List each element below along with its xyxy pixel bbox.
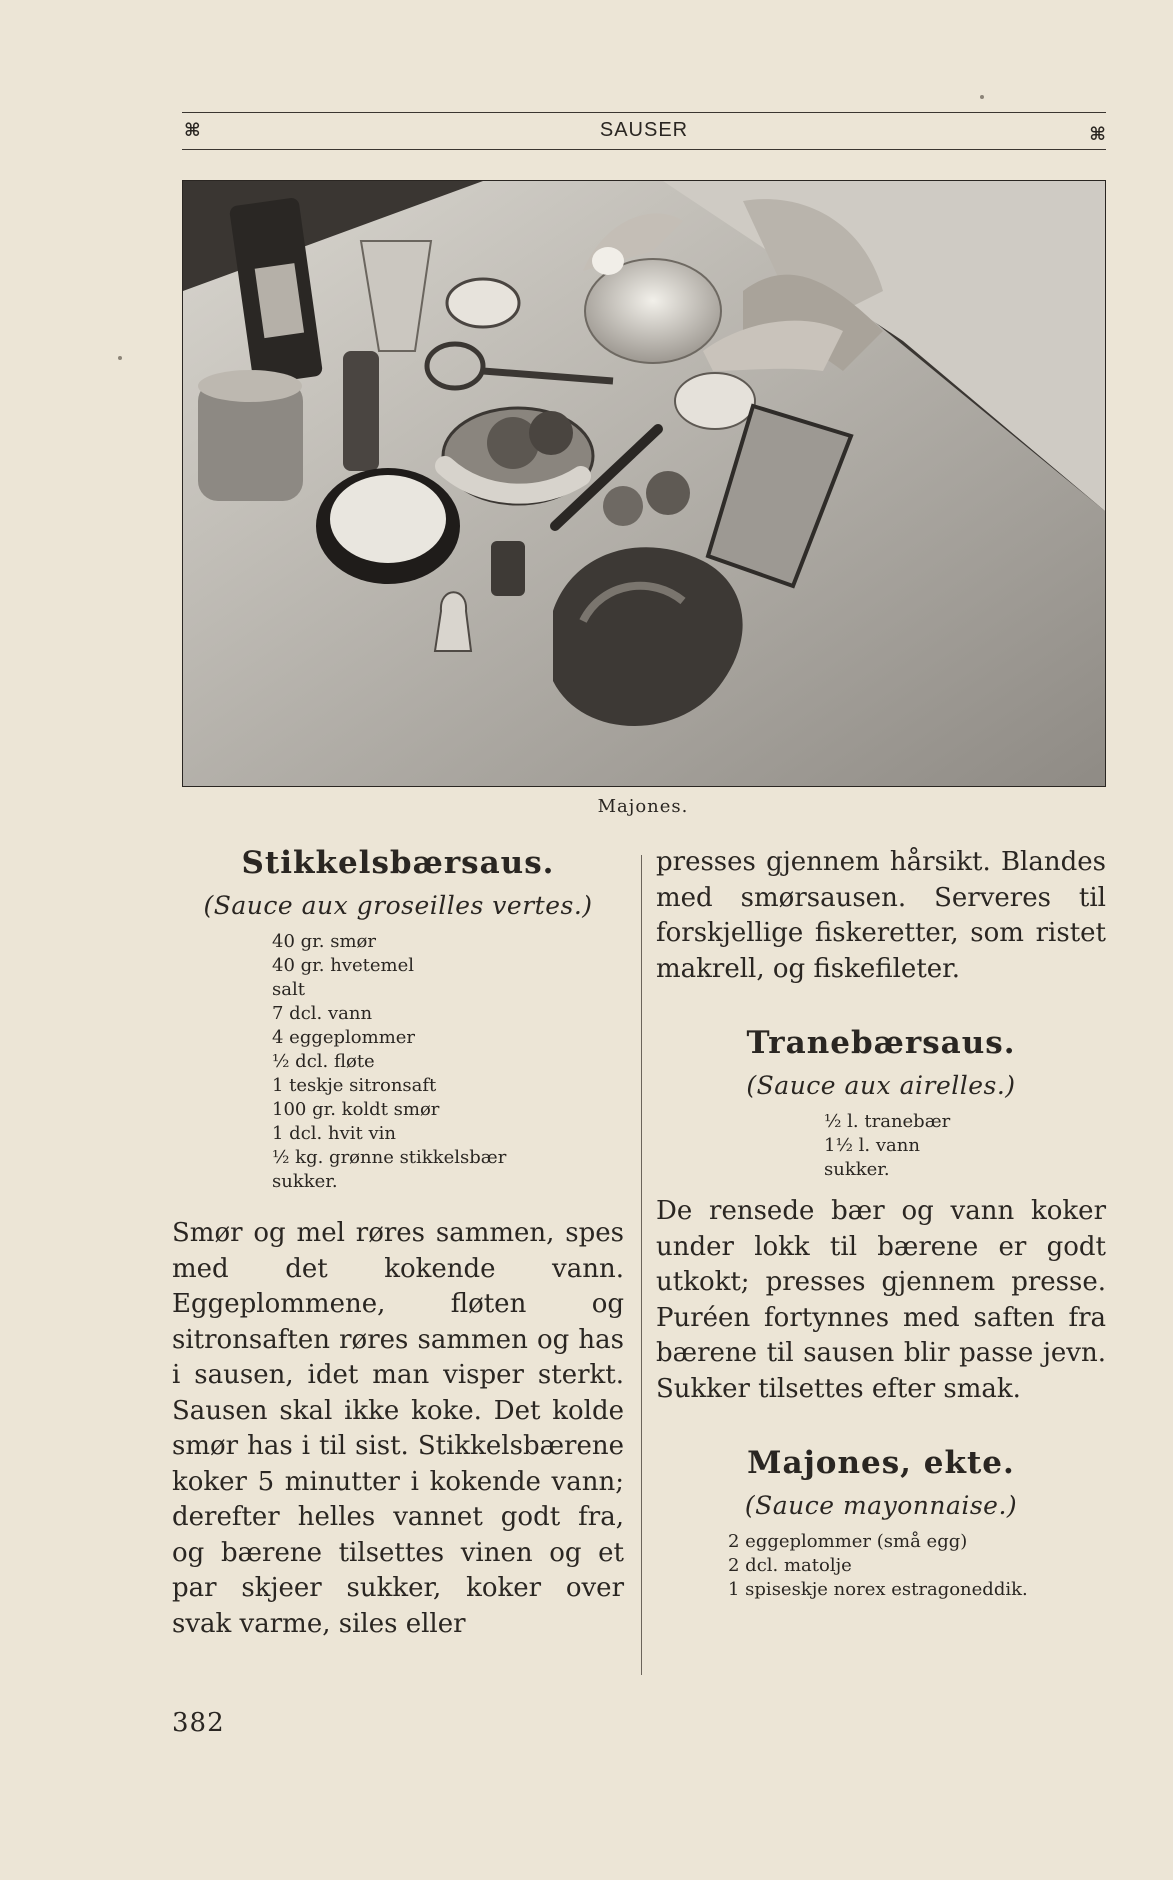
recipe-subtitle: (Sauce aux airelles.) — [746, 1071, 1016, 1100]
recipe-body: De rensede bær og vann koker under lokk til bærene er godt utkokt; presses gjennem presse. Puréen fortynnes med saften fra bærene til sausen blir passe jevn. Sukker tilsettes efter smak. — [656, 1196, 1106, 1404]
ingredient-item: ½ kg. grønne stikkelsbær — [272, 1147, 507, 1168]
ingredient-item: 1½ l. vann — [824, 1135, 920, 1156]
ingredient-item: ½ dcl. fløte — [272, 1051, 375, 1072]
right-column — [656, 845, 1106, 1602]
ingredient-item: ½ l. tranebær — [824, 1111, 951, 1132]
ingredient-item: 1 dcl. hvit vin — [272, 1123, 396, 1144]
left-column — [172, 845, 624, 1642]
column-divider — [641, 855, 642, 1675]
page-speck — [118, 356, 122, 360]
recipe-body: Smør og mel røres sammen, spes med det kokende vann. Eggeplommene, fløten og sitronsaften røres sammen og has i sausen, idet man visper sterkt. Sausen skal ikke koke. Det kolde smør has i til sist. Stikkelsbærene koker 5 minutter i kokende vann; derefter helles vannet godt fra, og bærene tilsettes vinen og et par skjeer sukker, koker over svak varme, siles eller — [172, 1218, 624, 1639]
running-title: SAUSER — [599, 119, 689, 141]
mayonnaise-photo — [182, 180, 1106, 787]
ingredient-item: sukker. — [272, 1171, 338, 1192]
ornament-right: ⌘ — [1089, 124, 1106, 145]
ingredient-item: sukker. — [824, 1159, 890, 1180]
running-header — [182, 108, 1106, 150]
header-rule-top — [182, 112, 1106, 113]
ingredient-item: 2 eggeplommer (små egg) — [728, 1531, 968, 1552]
continued-text: presses gjennem hårsikt. Blandes med smørsausen. Serveres til forskjellige fiskeretter, som ristet makrell, og fiskefileter. — [656, 847, 1106, 984]
ingredient-item: 40 gr. hvetemel — [272, 955, 414, 976]
recipe-subtitle: (Sauce aux groseilles vertes.) — [203, 891, 593, 920]
photo-caption: Majones. — [597, 796, 689, 817]
ingredient-list — [172, 930, 624, 1194]
recipe-title: Majones, ekte. — [747, 1445, 1015, 1481]
recipe-title: Tranebærsaus. — [746, 1025, 1016, 1061]
ingredient-item: salt — [272, 979, 305, 1000]
ingredient-item: 100 gr. koldt smør — [272, 1099, 440, 1120]
ornament-left: ⌘ — [184, 120, 201, 141]
header-rule-bottom — [182, 149, 1106, 150]
page-number: 382 — [172, 1708, 225, 1738]
ingredient-item: 40 gr. smør — [272, 931, 376, 952]
ingredient-item: 7 dcl. vann — [272, 1003, 373, 1024]
ingredient-item: 1 teskje sitronsaft — [272, 1075, 437, 1096]
ingredient-item: 4 eggeplommer — [272, 1027, 416, 1048]
photo-illustration — [183, 181, 1105, 786]
ingredient-list — [656, 1110, 1106, 1182]
recipe-title: Stikkelsbærsaus. — [241, 845, 555, 881]
ingredient-item: 1 spiseskje norex estragoneddik. — [728, 1579, 1028, 1600]
ingredient-list — [656, 1530, 1106, 1602]
ingredient-item: 2 dcl. matolje — [728, 1555, 852, 1576]
page-speck — [980, 95, 984, 99]
recipe-subtitle: (Sauce mayonnaise.) — [744, 1491, 1018, 1520]
